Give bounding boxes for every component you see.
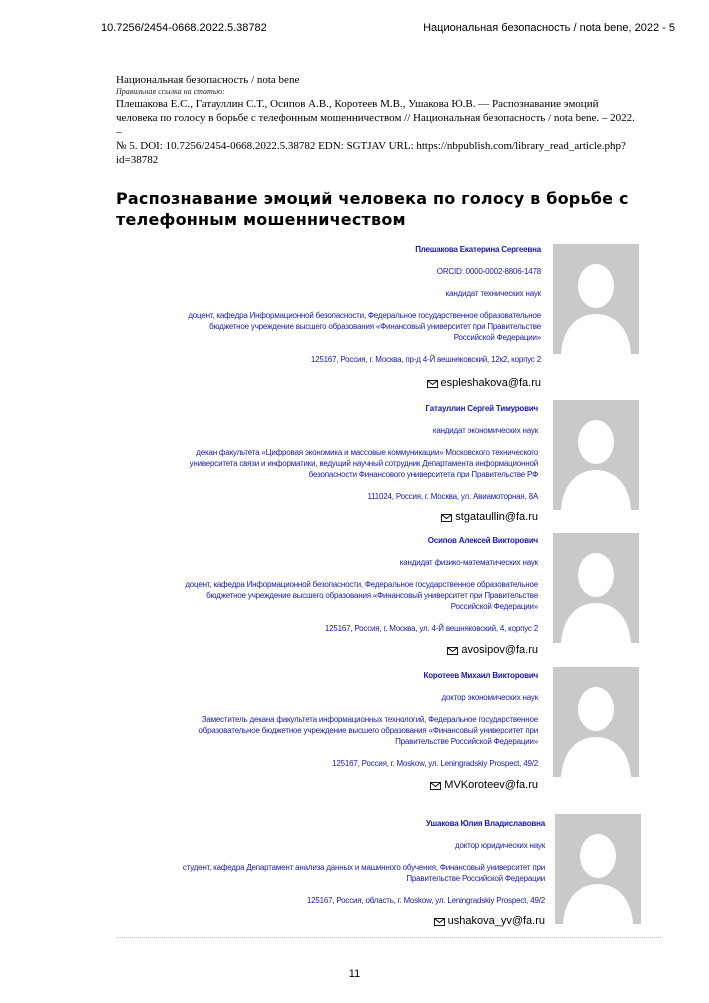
- citation-ref-label: Правильная ссылка на статью:: [116, 87, 225, 96]
- author-degree: доктор юридических наук: [455, 841, 545, 850]
- author-card: [116, 535, 538, 659]
- author-name: Коротеев Михаил Викторович: [423, 671, 538, 680]
- author-info: [116, 403, 538, 502]
- citation-ref-text: [116, 97, 636, 167]
- author-name: Плешакова Екатерина Сергеевна: [415, 245, 541, 254]
- citation-ref-line: Плешакова Е.С., Гатауллин С.Т., Осипов А.В., Коротеев М.В., Ушакова Ю.В. — Распознавание эмоций: [116, 98, 599, 110]
- page-number: 11: [348, 968, 361, 980]
- author-position: [116, 714, 538, 747]
- author-info: [116, 535, 538, 634]
- author-degree: доктор экономических наук: [441, 693, 538, 702]
- author-position-line: студент, кафедра Департамент анализа данных и машинного обучения, Финансовый университет при: [182, 863, 545, 872]
- citation-journal: Национальная безопасность / nota bene: [116, 74, 300, 86]
- author-email[interactable]: [447, 644, 538, 656]
- envelope-icon: [427, 379, 438, 387]
- author-photo-placeholder: [553, 244, 639, 354]
- citation-ref-line: id=38782: [116, 154, 159, 166]
- author-degree: кандидат технических наук: [445, 289, 541, 298]
- author-email[interactable]: [427, 377, 541, 389]
- author-address: 125167, Россия, г. Moskow, ул. Leningradskiy Prospect, 49/2: [332, 759, 538, 768]
- author-position-line: университета связи и информатики, ведущий научный сотрудник Департамента информационной: [189, 459, 538, 468]
- author-card: [116, 403, 538, 525]
- author-position: [116, 579, 538, 612]
- author-photo-placeholder: [553, 533, 639, 643]
- citation-ref-line: человека по голосу в борьбе с телефонным мошенничеством // Национальная безопасность / nota bene. – 2022. –: [116, 112, 635, 138]
- author-photo-placeholder: [555, 814, 641, 924]
- article-title-line: Распознавание эмоций человека по голосу в борьбе с: [116, 189, 629, 208]
- author-position-line: доцент, кафедра Информационной безопасности, Федеральное государственное образовательное: [185, 580, 538, 589]
- author-info: [116, 670, 538, 769]
- article-title: [116, 188, 656, 230]
- author-info: [116, 244, 541, 365]
- author-card: [116, 818, 545, 930]
- author-address: 125167, Россия, г. Москва, ул. 4-Й вешняковский, 4, корпус 2: [324, 624, 538, 633]
- author-degree: кандидат физико-математических наук: [399, 558, 538, 567]
- author-position-line: образовательное бюджетное учреждение высшего образования «Финансовый университет при: [198, 726, 538, 735]
- author-position-line: Правительстве Российской Федерации: [406, 874, 545, 883]
- journal-issue-header: Национальная безопасность / nota bene, 2022 - 5: [423, 22, 675, 34]
- author-position-line: Российской Федерации»: [453, 333, 541, 342]
- author-orcid: ORCID: 0000-0002-8806-1478: [436, 267, 541, 276]
- author-email-text[interactable]: stgataullin@fa.ru: [455, 511, 538, 523]
- author-card: [116, 244, 541, 394]
- author-email-text[interactable]: MVKoroteev@fa.ru: [444, 779, 538, 791]
- envelope-icon: [434, 917, 445, 925]
- author-degree: кандидат экономических наук: [432, 426, 538, 435]
- doi-header: 10.7256/2454-0668.2022.5.38782: [101, 22, 267, 34]
- author-position-line: Российской Федерации»: [450, 602, 538, 611]
- envelope-icon: [447, 646, 458, 654]
- author-card: [116, 670, 538, 794]
- author-address: 111024, Россия, г. Москва, ул. Авиамоторная, 8А: [367, 492, 538, 501]
- author-name: Гатауллин Сергей Тимурович: [425, 404, 538, 413]
- author-position-line: бюджетное учреждение высшего образования «Финансовый университет при Правительстве: [206, 591, 538, 600]
- author-name: Осипов Алексей Викторович: [427, 536, 538, 545]
- author-position-line: доцент, кафедра Информационной безопасности, Федеральное государственное образовательное: [188, 311, 541, 320]
- author-email-text[interactable]: avosipov@fa.ru: [461, 644, 538, 656]
- author-email-text[interactable]: ushakova_yv@fa.ru: [447, 915, 545, 927]
- citation-block: [116, 73, 636, 167]
- author-address: 125167, Россия, г. Москва, пр-д 4-Й вешняковский, 12к2, корпус 2: [310, 355, 541, 364]
- author-email-text[interactable]: espleshakova@fa.ru: [440, 377, 541, 389]
- author-photo-placeholder: [553, 400, 639, 510]
- author-position: [116, 310, 541, 343]
- author-info: [116, 818, 545, 906]
- author-email[interactable]: [434, 915, 545, 927]
- section-divider: [116, 937, 661, 938]
- author-photo-placeholder: [553, 667, 639, 777]
- author-email[interactable]: [441, 511, 538, 523]
- article-title-line: телефонным мошенничеством: [116, 210, 406, 229]
- author-address: 125167, Россия, область, г. Moskow, ул. Leningradskiy Prospect, 49/2: [306, 896, 545, 905]
- author-position-line: Заместитель декана факультета информационных технологий, Федеральное государственное: [201, 715, 538, 724]
- author-position-line: Правительстве Российской Федерации»: [395, 737, 538, 746]
- author-name: Ушакова Юлия Владиславовна: [426, 819, 545, 828]
- envelope-icon: [441, 513, 452, 521]
- envelope-icon: [430, 781, 441, 789]
- citation-ref-line: № 5. DOI: 10.7256/2454-0668.2022.5.38782 EDN: SGTJAV URL: https://nbpublish.com/library_read_article.php?: [116, 140, 626, 152]
- author-position-line: безопасности Финансового университета при Правительстве РФ: [308, 470, 538, 479]
- author-position: [116, 447, 538, 480]
- author-position-line: декан факультета «Цифровая экономика и массовые коммуникации» Московского технического: [196, 448, 538, 457]
- author-position: [116, 862, 545, 884]
- author-email[interactable]: [430, 779, 538, 791]
- author-position-line: бюджетное учреждение высшего образования «Финансовый университет при Правительстве: [209, 322, 541, 331]
